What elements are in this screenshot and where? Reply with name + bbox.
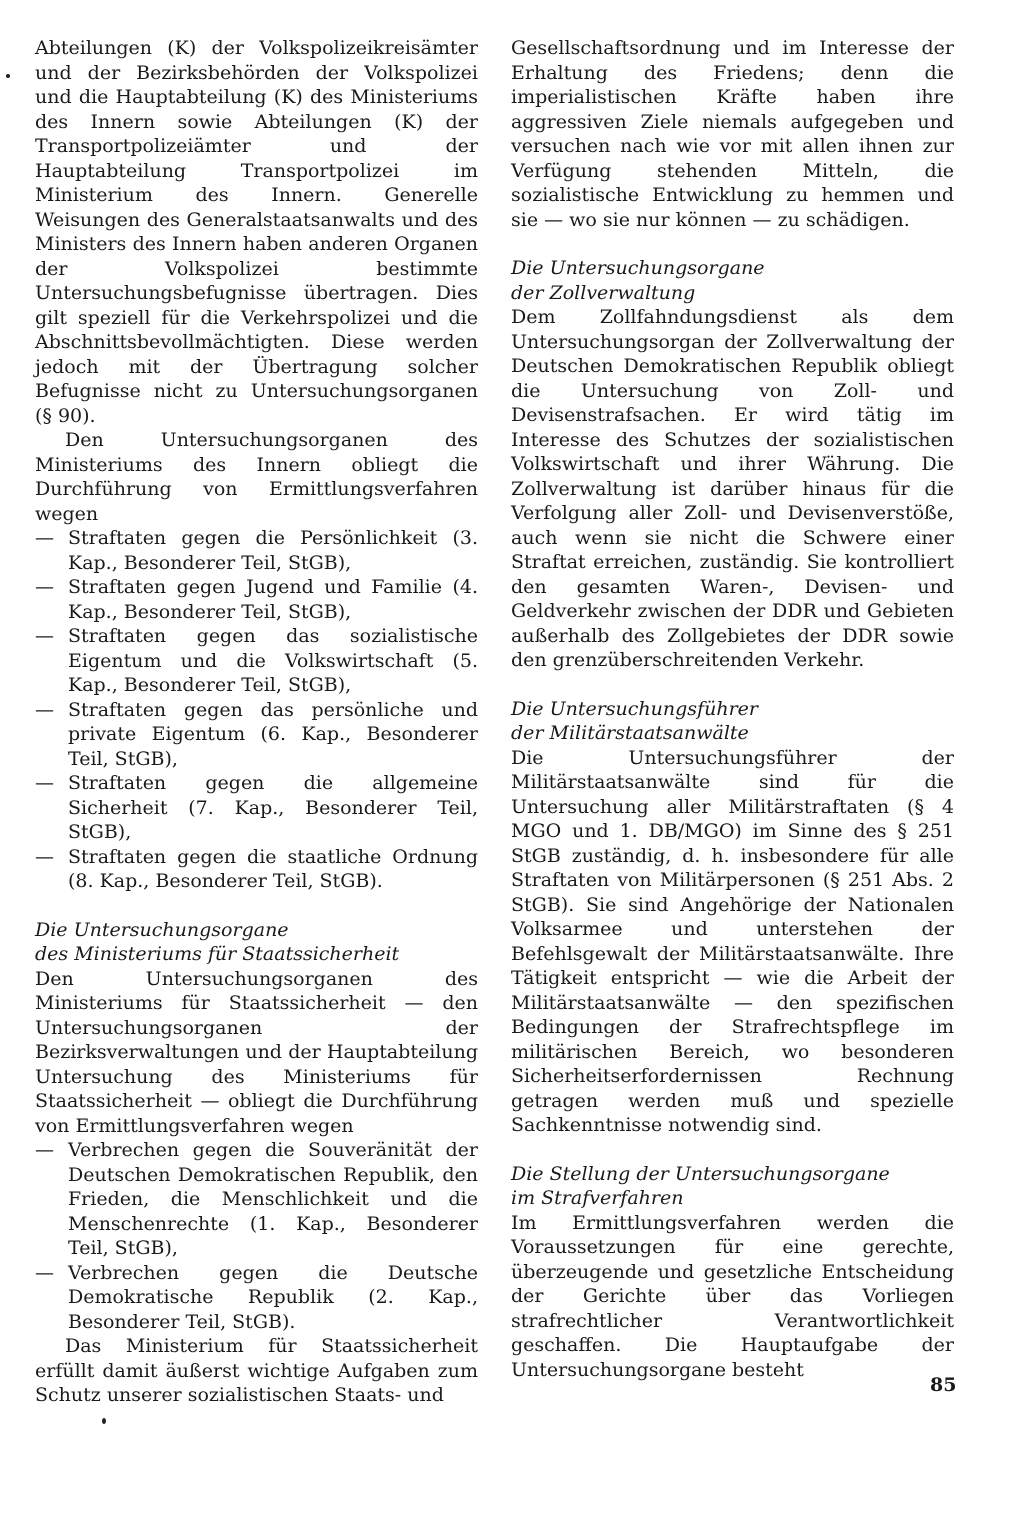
- section-heading-line: der Militärstaatsanwälte: [511, 722, 749, 744]
- offense-list: [35, 526, 478, 894]
- section-heading-line: Die Untersuchungsorgane: [511, 257, 765, 279]
- list-item-text: Straftaten gegen die staatliche Ordnung (8. Kap., Besonderer Teil, StGB).: [68, 845, 478, 892]
- dash-marker: —: [35, 527, 54, 549]
- paragraph: Die Untersuchungsführer der Militärstaatsanwälte sind für die Untersuchung aller Militärstraftaten (§ 4 MGO und 1. DB/MGO) im Sinne des § 251 StGB zuständig, d. h. insbesondere für alle Straftaten von Militärpersonen (§ 251 Abs. 2 StGB). Sie sind Angehörige der Nationalen Volksarmee und unterstehen der Befehlsgewalt der Militärstaatsanwälte. Ihre Tätigkeit entspricht — wie die Arbeit der Militärstaatsanwälte — den spezifischen Bedingungen der Strafrechtspflege im militärischen Bereich, wo besonderen Sicherheitserfordernissen Rechnung getragen werden muß und spezielle Sachkenntnisse notwendig sind.: [511, 746, 954, 1136]
- print-speck: [6, 74, 10, 78]
- paragraph: Das Ministerium für Staatssicherheit erfüllt damit äußerst wichtige Aufgaben zum Schutz unserer sozialistischen Staats- und: [35, 1335, 478, 1406]
- list-item-text: Straftaten gegen das sozialistische Eigentum und die Volkswirtschaft (5. Kap., Besonderer Teil, StGB),: [68, 625, 478, 696]
- list-item: [35, 698, 478, 772]
- list-item-text: Straftaten gegen die allgemeine Sicherheit (7. Kap., Besonderer Teil, StGB),: [68, 772, 478, 843]
- list-item: [35, 1138, 478, 1261]
- page-number: 85: [930, 1374, 957, 1396]
- left-column: [35, 36, 478, 1408]
- paragraph: Dem Zollfahndungsdienst als dem Untersuchungsorgan der Zollverwaltung der Deutschen Demokratischen Republik obliegt die Untersuchung von Zoll- und Devisenstrafsachen. Er wird tätig im Interesse des Schutzes der sozialistischen Volkswirtschaft und ihrer Währung. Die Zollverwaltung ist darüber hinaus für die Verfolgung aller Zoll- und Devisenverstöße, auch wenn sie nicht die Schwere einer Straftat erreichen, zuständig. Sie kontrolliert den gesamten Waren-, Devisen- und Geldverkehr zwischen der DDR und Gebieten außerhalb des Zollgebietes der DDR sowie den grenzüberschreitenden Verkehr.: [511, 306, 954, 671]
- list-item: [35, 1261, 478, 1335]
- list-item-text: Straftaten gegen das persönliche und private Eigentum (6. Kap., Besonderer Teil, StGB),: [68, 698, 478, 770]
- dash-marker: —: [35, 1139, 54, 1161]
- list-item-text: Verbrechen gegen die Deutsche Demokratische Republik (2. Kap., Besonderer Teil, StGB).: [68, 1261, 478, 1333]
- section-heading-line: im Strafverfahren: [511, 1187, 684, 1209]
- list-item-text: Verbrechen gegen die Souveränität der Deutschen Demokratischen Republik, den Frieden, die Menschlichkeit und die Menschenrechte (1. Kap., Besonderer Teil, StGB),: [68, 1139, 478, 1259]
- dash-marker: —: [35, 698, 54, 721]
- print-speck: [102, 1418, 106, 1424]
- section-heading: [511, 1162, 954, 1211]
- crime-list: [35, 1138, 478, 1334]
- paragraph: Gesellschaftsordnung und im Interesse der Erhaltung des Friedens; denn die imperialistischen Kräfte haben ihre aggressiven Ziele niemals aufgegeben und versuchen nach wie vor mit allen ihnen zur Verfügung stehenden Mitteln, die sozialistische Entwicklung zu hemmen und sie — wo sie nur können — zu schädigen.: [511, 37, 954, 231]
- list-item: [35, 624, 478, 698]
- dash-marker: —: [35, 1261, 54, 1284]
- paragraph: Den Untersuchungsorganen des Ministeriums für Staatssicherheit — den Untersuchungsorganen der Bezirksverwaltungen und der Hauptabteilung Untersuchung des Ministeriums für Staatssicherheit — obliegt die Durchführung von Ermittlungsverfahren wegen: [35, 967, 478, 1137]
- dash-marker: —: [35, 625, 54, 647]
- section-heading-line: Die Untersuchungsorgane: [35, 918, 289, 941]
- dash-marker: —: [35, 576, 54, 598]
- paragraph: Abteilungen (K) der Volkspolizeikreisämter und der Bezirksbehörden der Volkspolizei und die Hauptabteilung (K) des Ministeriums des Innern sowie Abteilungen (K) der Transportpolizeiämter und der Hauptabteilung Transportpolizei im Ministerium des Innern. Generelle Weisungen des Generalstaatsanwalts und des Ministers des Innern haben anderen Organen der Volkspolizei bestimmte Untersuchungsbefugnisse übertragen. Dies gilt speziell für die Verkehrspolizei und die Abschnittsbevollmächtigten. Diese werden jedoch mit der Übertragung solcher Befugnisse nicht zu Untersuchungsorganen (§ 90).: [35, 37, 478, 427]
- paragraph: Im Ermittlungsverfahren werden die Voraussetzungen für eine gerechte, überzeugende und gesetzliche Entscheidung der Gerichte über das Vorliegen strafrechtlicher Verantwortlichkeit geschaffen. Die Hauptaufgabe der Untersuchungsorgane besteht: [511, 1211, 954, 1381]
- dash-marker: —: [35, 772, 54, 794]
- section-heading-line: Die Stellung der Untersuchungsorgane: [511, 1162, 890, 1185]
- right-column: [511, 36, 954, 1382]
- section-heading: [35, 918, 478, 967]
- list-item-text: Straftaten gegen die Persönlichkeit (3. Kap., Besonderer Teil, StGB),: [68, 527, 478, 574]
- list-item: [35, 771, 478, 845]
- paragraph: Den Untersuchungsorganen des Ministeriums des Innern obliegt die Durchführung von Ermittlungsverfahren wegen: [35, 429, 478, 525]
- list-item: [35, 575, 478, 624]
- dash-marker: —: [35, 845, 54, 868]
- list-item: [35, 845, 478, 894]
- list-item: [35, 526, 478, 575]
- section-heading-line: des Ministeriums für Staatssicherheit: [35, 943, 400, 965]
- section-heading: [511, 697, 954, 746]
- section-heading: [511, 256, 954, 305]
- list-item-text: Straftaten gegen Jugend und Familie (4. Kap., Besonderer Teil, StGB),: [68, 576, 478, 623]
- section-heading-line: der Zollverwaltung: [511, 281, 696, 304]
- section-heading-line: Die Untersuchungsführer: [511, 697, 758, 720]
